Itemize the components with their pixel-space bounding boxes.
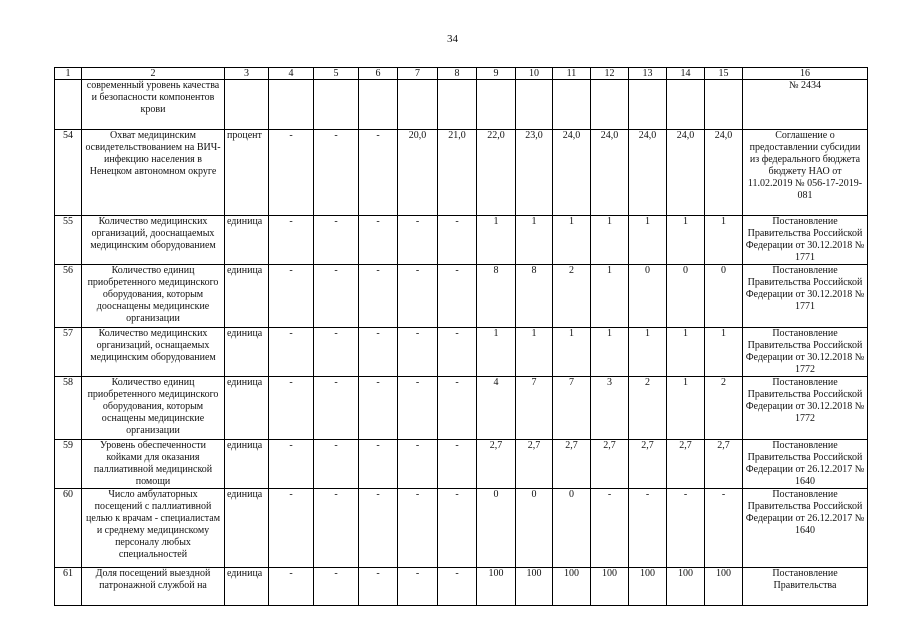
value-cell: - bbox=[314, 489, 359, 568]
value-cell: - bbox=[359, 568, 398, 606]
value-cell: - bbox=[269, 568, 314, 606]
column-number-cell: 10 bbox=[516, 68, 553, 80]
value-cell: - bbox=[314, 568, 359, 606]
indicator-name-cell: Количество единиц приобретенного медицинского оборудования, которым дооснащены медицинские организации bbox=[82, 265, 225, 328]
value-cell bbox=[314, 80, 359, 130]
value-cell: 1 bbox=[591, 265, 629, 328]
value-cell: 2 bbox=[705, 377, 743, 440]
value-cell: 100 bbox=[477, 568, 516, 606]
row-number-cell: 57 bbox=[55, 328, 82, 377]
value-cell: - bbox=[269, 440, 314, 489]
value-cell: 2,7 bbox=[705, 440, 743, 489]
value-cell: - bbox=[269, 489, 314, 568]
value-cell: - bbox=[398, 328, 438, 377]
value-cell: - bbox=[398, 568, 438, 606]
column-number-cell: 1 bbox=[55, 68, 82, 80]
value-cell: 2,7 bbox=[667, 440, 705, 489]
value-cell: - bbox=[438, 377, 477, 440]
column-number-cell: 15 bbox=[705, 68, 743, 80]
value-cell: 20,0 bbox=[398, 130, 438, 216]
row-number-cell: 55 bbox=[55, 216, 82, 265]
legal-basis-cell: Соглашение о предоставлении субсидии из федерального бюджета бюджету НАО от 11.02.2019 № 056-17-2019-081 bbox=[743, 130, 868, 216]
value-cell: - bbox=[438, 265, 477, 328]
value-cell: 0 bbox=[629, 265, 667, 328]
value-cell: - bbox=[359, 328, 398, 377]
table-row bbox=[55, 377, 868, 440]
value-cell: 2,7 bbox=[629, 440, 667, 489]
indicator-name-cell: Охват медицинским освидетельствованием на ВИЧ-инфекцию населения в Ненецком автономном округе bbox=[82, 130, 225, 216]
table-row bbox=[55, 216, 868, 265]
unit-cell: единица bbox=[225, 377, 269, 440]
value-cell bbox=[591, 80, 629, 130]
column-number-cell: 4 bbox=[269, 68, 314, 80]
row-number-cell bbox=[55, 80, 82, 130]
legal-basis-cell: № 2434 bbox=[743, 80, 868, 130]
value-cell: 1 bbox=[553, 328, 591, 377]
value-cell: - bbox=[667, 489, 705, 568]
column-number-cell: 12 bbox=[591, 68, 629, 80]
legal-basis-cell: Постановление Правительства Российской Федерации от 26.12.2017 № 1640 bbox=[743, 489, 868, 568]
column-number-cell: 14 bbox=[667, 68, 705, 80]
value-cell: 0 bbox=[477, 489, 516, 568]
value-cell: 100 bbox=[553, 568, 591, 606]
value-cell: 1 bbox=[516, 328, 553, 377]
value-cell: 24,0 bbox=[629, 130, 667, 216]
column-number-cell: 7 bbox=[398, 68, 438, 80]
value-cell bbox=[359, 80, 398, 130]
value-cell: - bbox=[359, 440, 398, 489]
value-cell: - bbox=[398, 377, 438, 440]
value-cell bbox=[705, 80, 743, 130]
value-cell: 1 bbox=[477, 216, 516, 265]
legal-basis-cell: Постановление Правительства Российской Федерации от 30.12.2018 № 1772 bbox=[743, 377, 868, 440]
value-cell: - bbox=[398, 440, 438, 489]
indicator-name-cell: Доля посещений выездной патронажной службой на bbox=[82, 568, 225, 606]
value-cell: - bbox=[314, 377, 359, 440]
value-cell: 24,0 bbox=[705, 130, 743, 216]
value-cell bbox=[667, 80, 705, 130]
value-cell: 1 bbox=[477, 328, 516, 377]
row-number-cell: 61 bbox=[55, 568, 82, 606]
unit-cell: единица bbox=[225, 440, 269, 489]
value-cell: - bbox=[398, 265, 438, 328]
column-number-cell: 16 bbox=[743, 68, 868, 80]
value-cell: 1 bbox=[629, 328, 667, 377]
value-cell: - bbox=[269, 328, 314, 377]
column-number-cell: 9 bbox=[477, 68, 516, 80]
value-cell: 1 bbox=[591, 328, 629, 377]
column-number-cell: 6 bbox=[359, 68, 398, 80]
value-cell: 2,7 bbox=[553, 440, 591, 489]
value-cell: 0 bbox=[705, 265, 743, 328]
value-cell: 100 bbox=[705, 568, 743, 606]
indicator-name-cell: Число амбулаторных посещений с паллиативной целью к врачам - специалистам и среднему медицинскому персоналу любых специальностей bbox=[82, 489, 225, 568]
column-number-cell: 8 bbox=[438, 68, 477, 80]
indicator-name-cell: Количество единиц приобретенного медицинского оборудования, которым оснащены медицинские организации bbox=[82, 377, 225, 440]
value-cell: - bbox=[269, 130, 314, 216]
indicators-table bbox=[54, 67, 868, 606]
value-cell: 1 bbox=[705, 328, 743, 377]
value-cell: 100 bbox=[591, 568, 629, 606]
value-cell: 2 bbox=[629, 377, 667, 440]
column-number-cell: 2 bbox=[82, 68, 225, 80]
row-number-cell: 59 bbox=[55, 440, 82, 489]
value-cell: 2,7 bbox=[477, 440, 516, 489]
value-cell: - bbox=[269, 265, 314, 328]
unit-cell: процент bbox=[225, 130, 269, 216]
value-cell: 24,0 bbox=[591, 130, 629, 216]
value-cell bbox=[516, 80, 553, 130]
value-cell: - bbox=[438, 489, 477, 568]
value-cell: - bbox=[359, 216, 398, 265]
legal-basis-cell: Постановление Правительства Российской Федерации от 30.12.2018 № 1771 bbox=[743, 216, 868, 265]
value-cell: 100 bbox=[516, 568, 553, 606]
table-row bbox=[55, 328, 868, 377]
value-cell: 22,0 bbox=[477, 130, 516, 216]
value-cell: - bbox=[314, 265, 359, 328]
table-row bbox=[55, 130, 868, 216]
value-cell bbox=[477, 80, 516, 130]
header-row bbox=[55, 68, 868, 80]
value-cell: 8 bbox=[477, 265, 516, 328]
unit-cell: единица bbox=[225, 265, 269, 328]
value-cell: - bbox=[314, 440, 359, 489]
value-cell: 7 bbox=[553, 377, 591, 440]
value-cell: - bbox=[314, 130, 359, 216]
value-cell: 1 bbox=[553, 216, 591, 265]
unit-cell: единица bbox=[225, 216, 269, 265]
legal-basis-cell: Постановление Правительства Российской Федерации от 30.12.2018 № 1772 bbox=[743, 328, 868, 377]
unit-cell bbox=[225, 80, 269, 130]
indicator-name-cell: Уровень обеспеченности койками для оказания паллиативной медицинской помощи bbox=[82, 440, 225, 489]
value-cell bbox=[438, 80, 477, 130]
value-cell: 1 bbox=[591, 216, 629, 265]
value-cell: 1 bbox=[667, 377, 705, 440]
value-cell: 24,0 bbox=[667, 130, 705, 216]
value-cell: - bbox=[398, 216, 438, 265]
value-cell: - bbox=[438, 440, 477, 489]
value-cell: - bbox=[591, 489, 629, 568]
column-number-cell: 11 bbox=[553, 68, 591, 80]
value-cell: - bbox=[359, 489, 398, 568]
value-cell: 3 bbox=[591, 377, 629, 440]
page-number: 34 bbox=[447, 33, 458, 45]
value-cell: 8 bbox=[516, 265, 553, 328]
value-cell: 0 bbox=[553, 489, 591, 568]
value-cell: 4 bbox=[477, 377, 516, 440]
column-number-cell: 13 bbox=[629, 68, 667, 80]
value-cell: - bbox=[269, 377, 314, 440]
value-cell bbox=[269, 80, 314, 130]
value-cell: 1 bbox=[667, 328, 705, 377]
indicator-name-cell: Количество медицинских организаций, оснащаемых медицинским оборудованием bbox=[82, 328, 225, 377]
row-number-cell: 56 bbox=[55, 265, 82, 328]
value-cell: 2,7 bbox=[516, 440, 553, 489]
value-cell: - bbox=[438, 328, 477, 377]
value-cell: - bbox=[705, 489, 743, 568]
unit-cell: единица bbox=[225, 489, 269, 568]
table-row bbox=[55, 440, 868, 489]
value-cell: 1 bbox=[705, 216, 743, 265]
value-cell: 0 bbox=[667, 265, 705, 328]
value-cell: 0 bbox=[516, 489, 553, 568]
value-cell: - bbox=[629, 489, 667, 568]
value-cell: - bbox=[438, 216, 477, 265]
table-row bbox=[55, 265, 868, 328]
value-cell: - bbox=[359, 265, 398, 328]
table-row bbox=[55, 80, 868, 130]
value-cell: - bbox=[398, 489, 438, 568]
value-cell: 1 bbox=[667, 216, 705, 265]
indicator-name-cell: современный уровень качества и безопасности компонентов крови bbox=[82, 80, 225, 130]
value-cell: 100 bbox=[629, 568, 667, 606]
value-cell: - bbox=[269, 216, 314, 265]
value-cell: 2,7 bbox=[591, 440, 629, 489]
value-cell: - bbox=[314, 216, 359, 265]
legal-basis-cell: Постановление Правительства Российской Федерации от 26.12.2017 № 1640 bbox=[743, 440, 868, 489]
value-cell bbox=[398, 80, 438, 130]
row-number-cell: 60 bbox=[55, 489, 82, 568]
legal-basis-cell: Постановление Правительства Российской Федерации от 30.12.2018 № 1771 bbox=[743, 265, 868, 328]
value-cell: 24,0 bbox=[553, 130, 591, 216]
value-cell bbox=[553, 80, 591, 130]
value-cell: 23,0 bbox=[516, 130, 553, 216]
table-row bbox=[55, 489, 868, 568]
value-cell: - bbox=[438, 568, 477, 606]
row-number-cell: 54 bbox=[55, 130, 82, 216]
indicator-name-cell: Количество медицинских организаций, дооснащаемых медицинским оборудованием bbox=[82, 216, 225, 265]
value-cell bbox=[629, 80, 667, 130]
column-number-cell: 5 bbox=[314, 68, 359, 80]
unit-cell: единица bbox=[225, 568, 269, 606]
column-number-cell: 3 bbox=[225, 68, 269, 80]
value-cell: 1 bbox=[629, 216, 667, 265]
row-number-cell: 58 bbox=[55, 377, 82, 440]
value-cell: 1 bbox=[516, 216, 553, 265]
value-cell: - bbox=[314, 328, 359, 377]
value-cell: - bbox=[359, 130, 398, 216]
value-cell: 100 bbox=[667, 568, 705, 606]
value-cell: 21,0 bbox=[438, 130, 477, 216]
unit-cell: единица bbox=[225, 328, 269, 377]
value-cell: 2 bbox=[553, 265, 591, 328]
legal-basis-cell: Постановление Правительства bbox=[743, 568, 868, 606]
table-row bbox=[55, 568, 868, 606]
value-cell: - bbox=[359, 377, 398, 440]
value-cell: 7 bbox=[516, 377, 553, 440]
